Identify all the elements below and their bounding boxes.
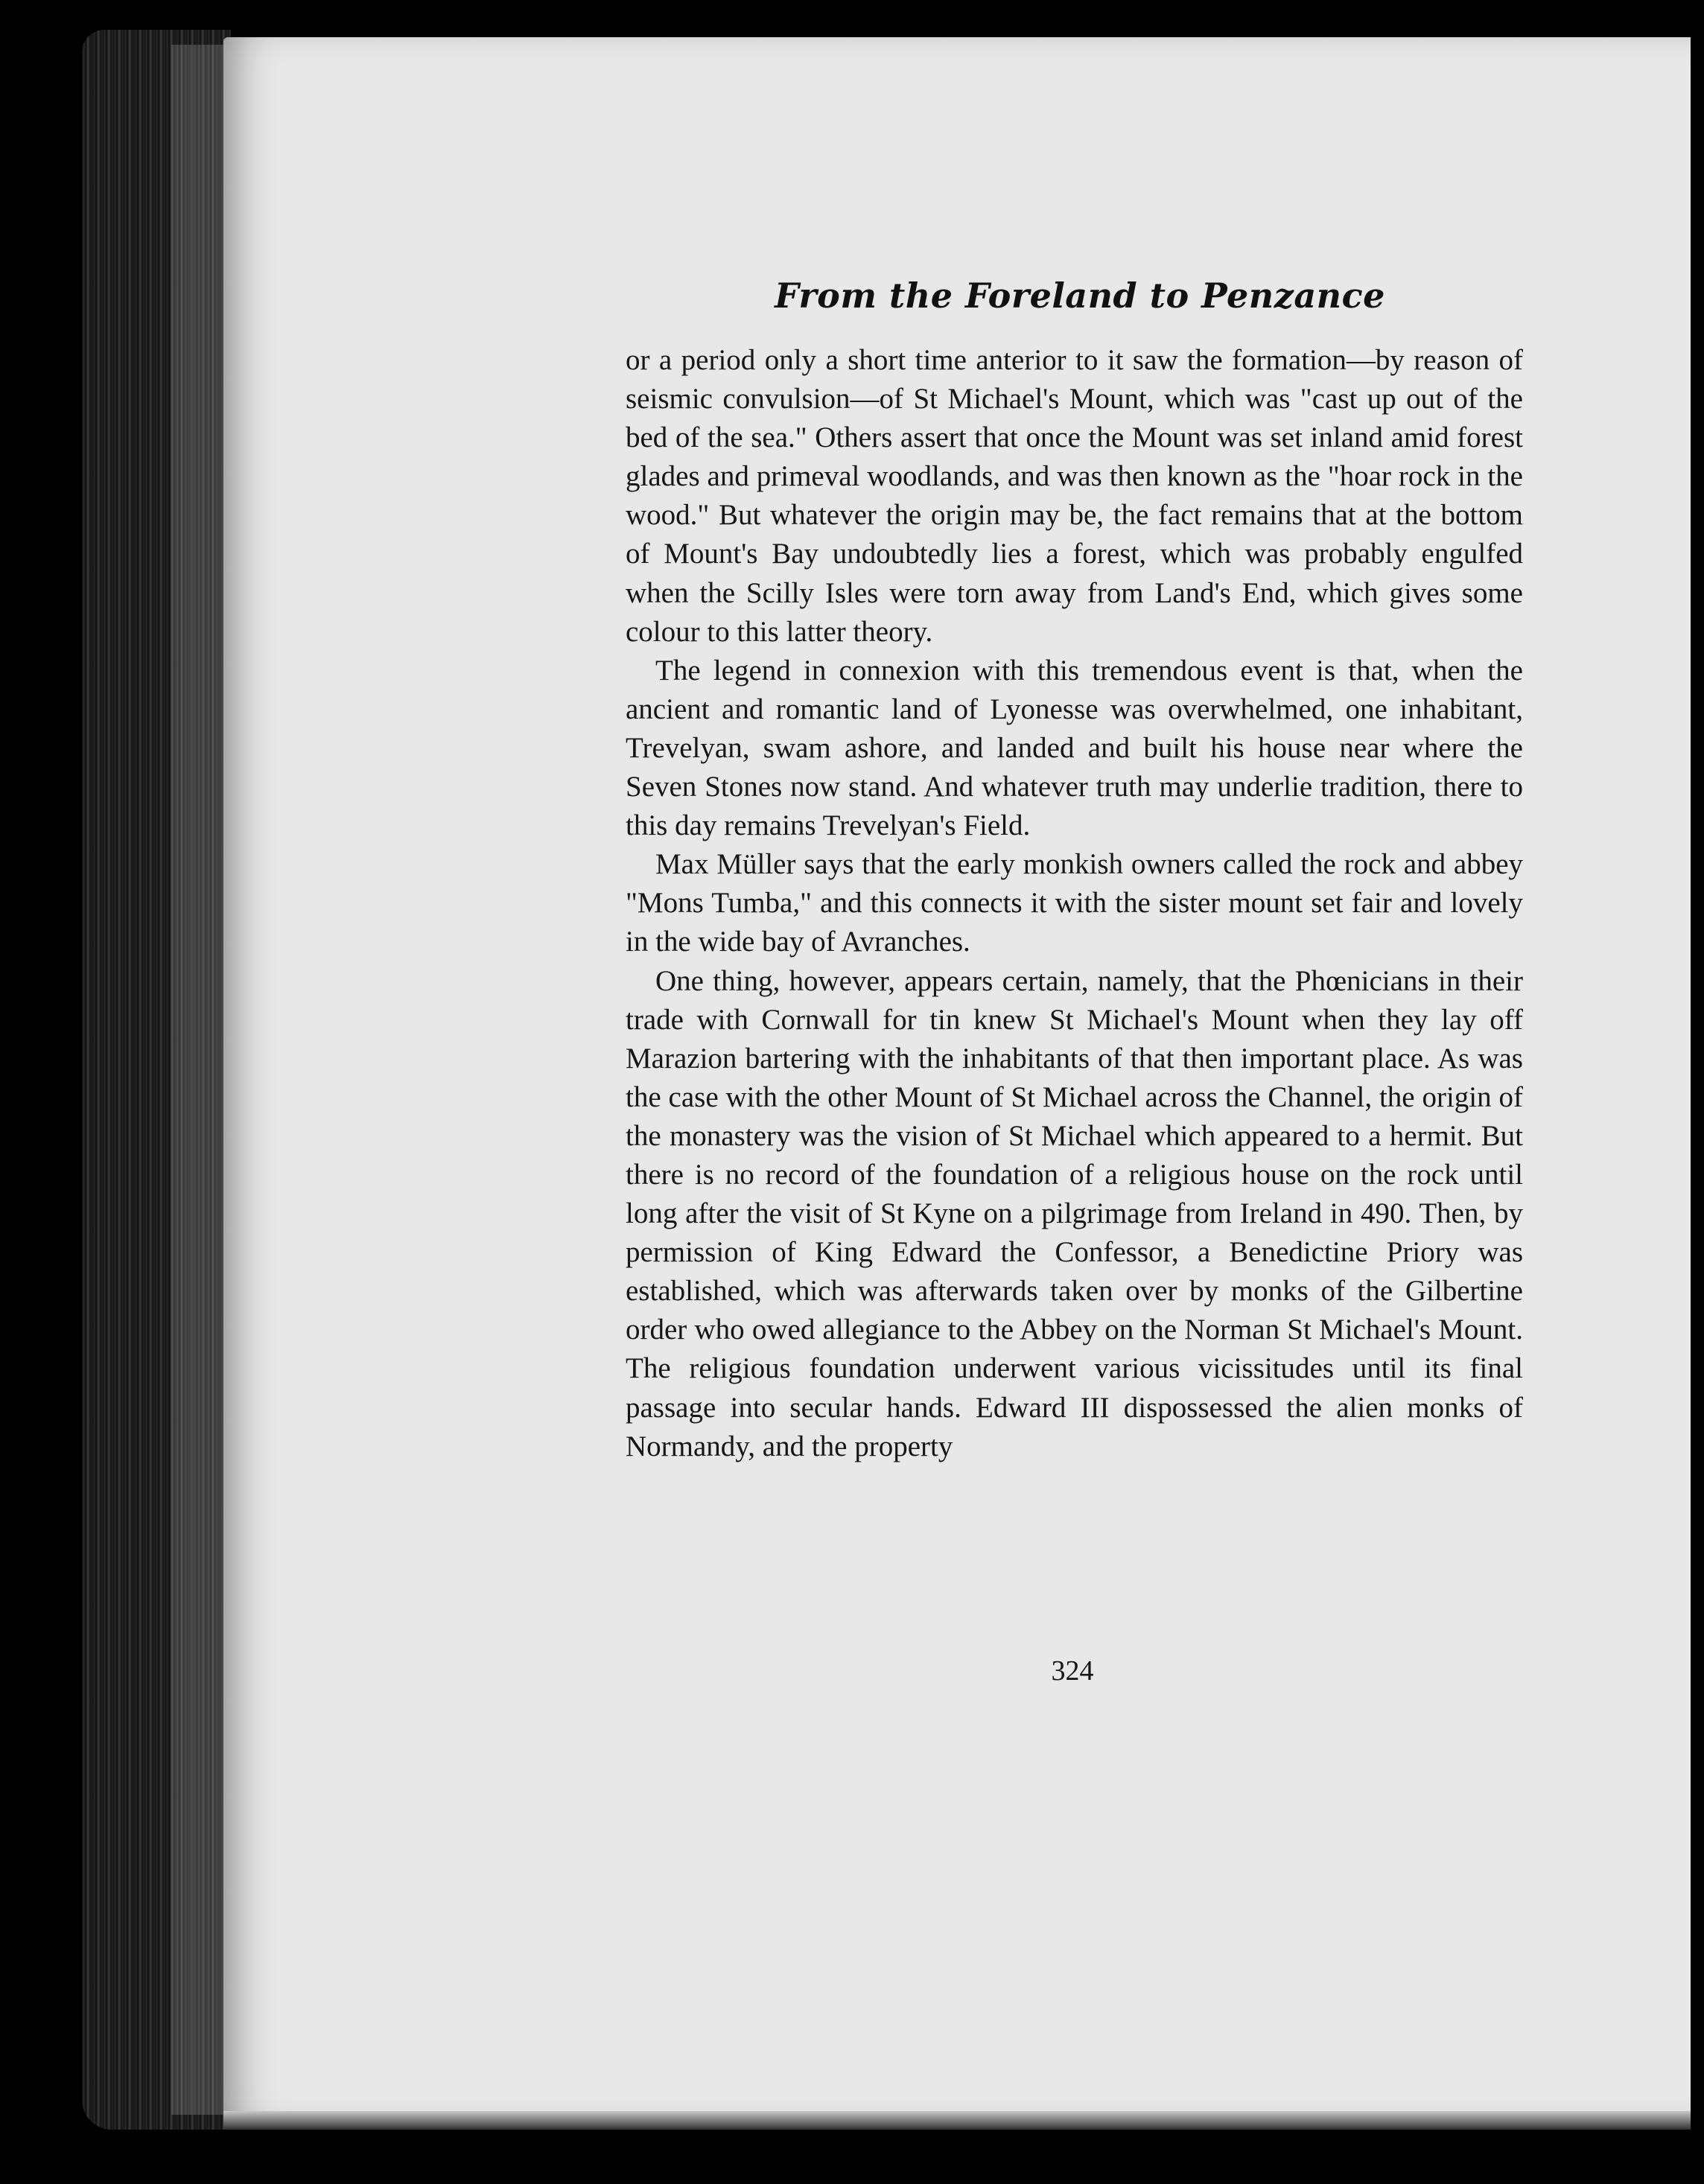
book-page-edges <box>82 30 231 2130</box>
running-head: From the Foreland to Penzance <box>775 276 1385 316</box>
paragraph: Max Müller says that the early monkish owners called the rock and abbey "Mons Tumba," and this connects it with the sister mount set fair and lovely in the wide bay of Avranches. <box>626 848 1523 958</box>
paragraph: One thing, however, appears certain, namely, that the Phœnicians in their trade with Cornwall for tin knew St Michael's Mount when they lay off Marazion bartering with the inhabitants of that then important place. As was the case with the other Mount of St Michael across the Channel, the origin of the monastery was the vision of St Michael which appeared to a hermit. But there is no record of the foundation of a religious house on the rock until long after the visit of St Kyne on a pilgrimage from Ireland in 490. Then, by permission of King Edward the Confessor, a Benedictine Priory was established, which was afterwards taken over by monks of the Gilbertine order who owed allegiance to the Abbey on the Norman St Michael's Mount. The religious foundation underwent various vicissitudes until its final passage into secular hands. Edward III dispossessed the alien monks of Normandy, and the property <box>626 964 1523 1462</box>
paragraph: or a period only a short time anterior to it saw the formation—by reason of seismic convulsion—of St Michael's Mount, which was "cast up out of the bed of the sea." Others assert that once the Mount was set inland amid forest glades and primeval woodlands, and was then known as the "hoar rock in the wood." But whatever the origin may be, the fact remains that at the bottom of Mount's Bay undoubtedly lies a forest, which was probably engulfed when the Scilly Isles were torn away from Land's End, which gives some colour to this latter theory. <box>626 344 1523 648</box>
page-bottom-shadow <box>223 2111 1691 2130</box>
body-text <box>626 341 1523 1466</box>
page-number: 324 <box>1051 1655 1094 1687</box>
paragraph: The legend in connexion with this tremendous event is that, when the ancient and romantic land of Lyonesse was overwhelmed, one inhabitant, Trevelyan, swam ashore, and landed and built his house near where the Seven Stones now stand. And whatever truth may underlie tradition, there to this day remains Trevelyan's Field. <box>626 654 1523 842</box>
